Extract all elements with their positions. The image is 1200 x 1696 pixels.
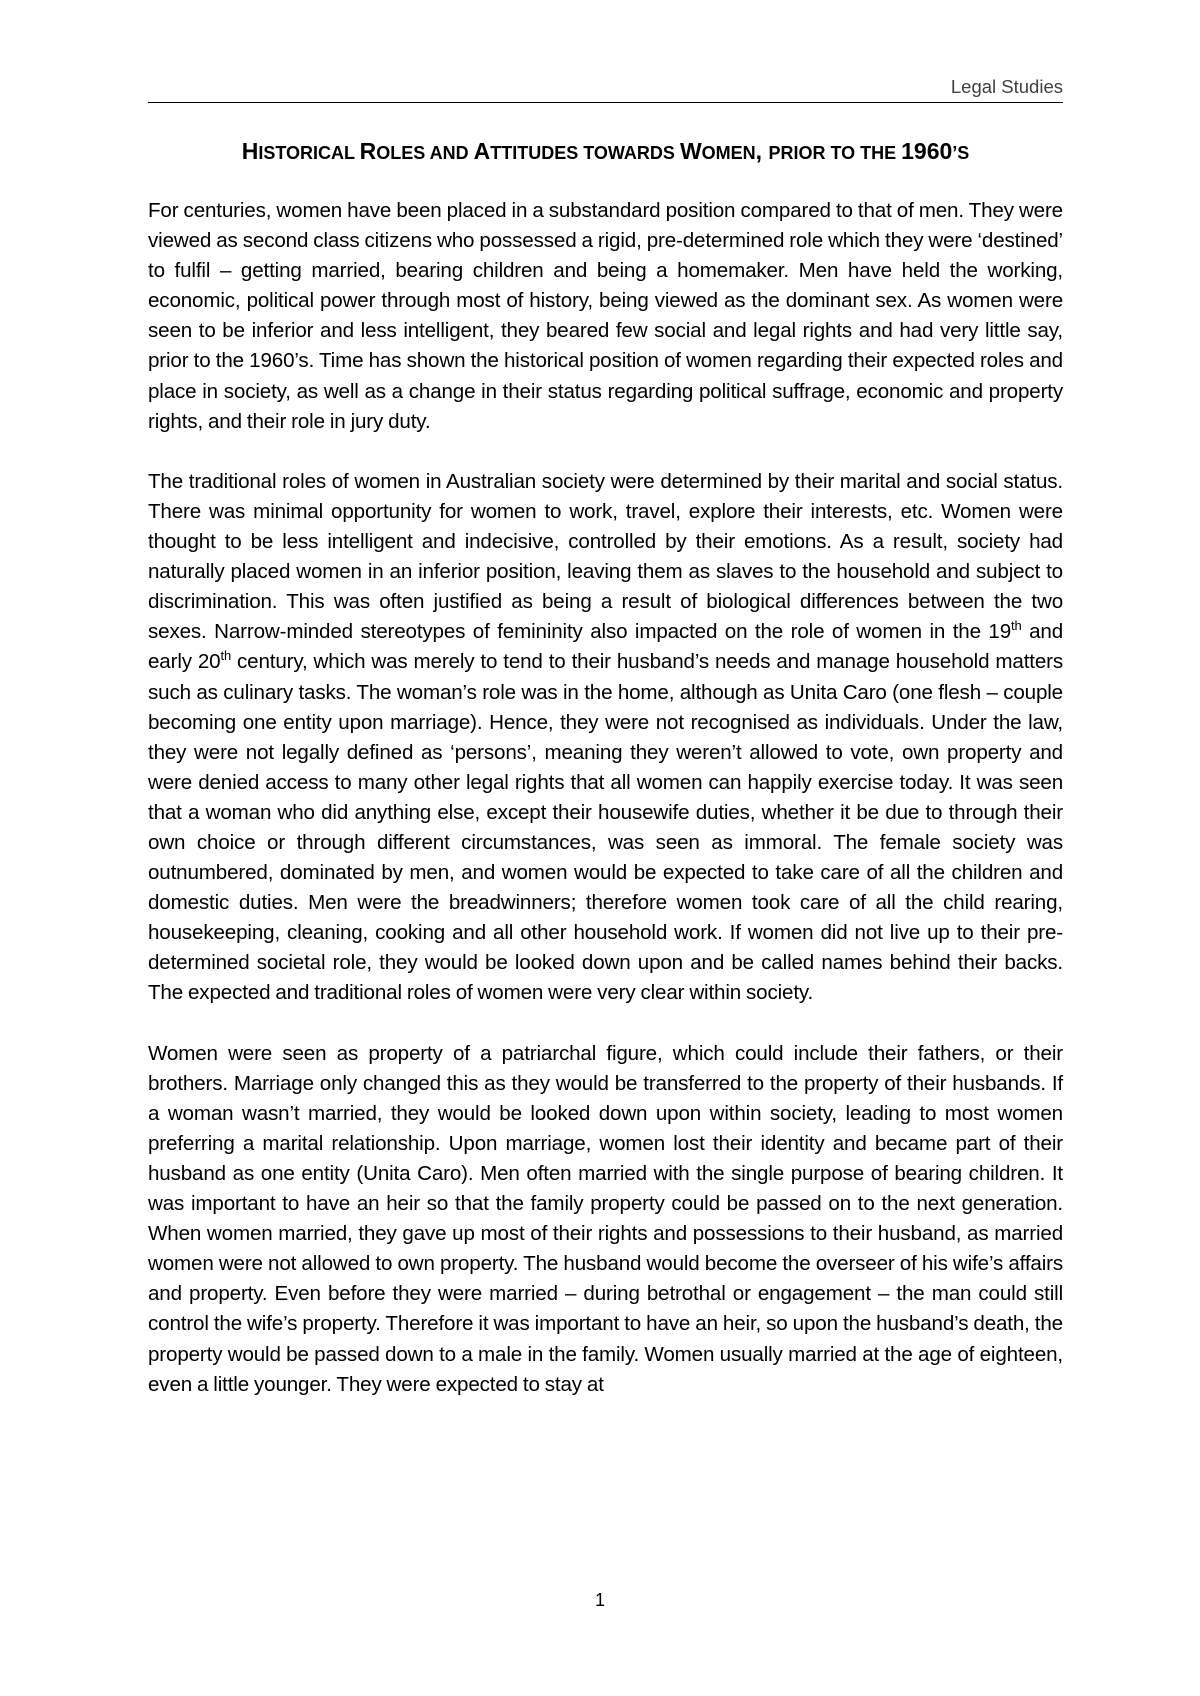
title-segment: ’S	[952, 143, 970, 163]
header-subject-label: Legal Studies	[950, 76, 1063, 97]
body-paragraph	[148, 467, 1063, 1009]
title-segment: R	[359, 138, 377, 164]
title-segment: OMEN	[701, 143, 756, 163]
ordinal-superscript: th	[220, 648, 232, 664]
document-title	[148, 138, 1063, 165]
title-segment: OLES AND	[376, 143, 474, 163]
ordinal-superscript: th	[1011, 618, 1022, 634]
paragraph-text: and early 20	[148, 620, 1063, 674]
page-header	[148, 74, 1063, 103]
title-segment: W	[679, 138, 702, 164]
document-body	[148, 196, 1063, 1430]
title-segment: H	[241, 138, 259, 164]
title-segment: PRIOR TO THE	[768, 143, 902, 163]
title-segment: 1960	[901, 138, 953, 164]
title-segment: ISTORICAL	[258, 143, 360, 163]
paragraph-text: century, which was merely to tend to their husband’s needs and manage household matters such as culinary tasks. The woman’s role was in the home, although as Unita Caro (one flesh – couple becoming one entity upon marriage). Hence, they were not recognised as individuals. Under the law, they were not legally defined as ‘persons’, meaning they weren’t allowed to vote, own property and were denied access to many other legal rights that all women can happily exercise today. It was seen that a woman who did anything else, except their housewife duties, whether it be due to through their own choice or through different circumstances, was seen as immoral. The female society was outnumbered, dominated by men, and women would be expected to take care of all the children and domestic duties. Men were the breadwinners; therefore women took care of all the child rearing, housekeeping, cleaning, cooking and all other household work. If women did not live up to their pre-determined societal role, they would be looked down upon and be called names behind their backs. The expected and traditional roles of women were very clear within society.	[148, 650, 1064, 1005]
paragraph-text: Women were seen as property of a patriarchal figure, which could include their fathers, or their brothers. Marriage only changed this as they would be transferred to the property of their husbands. If a woman wasn’t married, they would be looked down upon within society, leading to most women preferring a marital relationship. Upon marriage, women lost their identity and became part of their husband as one entity (Unita Caro). Men often married with the single purpose of bearing children. It was important to have an heir so that the family property could be passed on to the next generation. When women married, they gave up most of their rights and possessions to their husband, as married women were not allowed to own property. The husband would become the overseer of his wife’s affairs and property. Even before they were married – during betrothal or engagement – the man could still control the wife’s property. Therefore it was important to have an heir, so upon the husband’s death, the property would be passed down to a male in the family. Women usually married at the age of eighteen, even a little younger. They were expected to stay at	[148, 1041, 1063, 1396]
title-segment: A	[473, 138, 491, 164]
title-segment: ,	[755, 138, 769, 164]
paragraph-text: For centuries, women have been placed in a substandard position compared to that of men. They were viewed as second class citizens who possessed a rigid, pre-determined role which they were ‘destined’ to fulfil – getting married, bearing children and being a homemaker. Men have held the working, economic, political power through most of history, being viewed as the dominant sex. As women were seen to be inferior and less intelligent, they beared few social and legal rights and had very little say, prior to the 1960’s. Time has shown the historical position of women regarding their expected roles and place in society, as well as a change in their status regarding political suffrage, economic and property rights, and their role in jury duty.	[148, 199, 1063, 433]
body-paragraph	[148, 1039, 1063, 1400]
title-segment: TTITUDES TOWARDS	[490, 143, 680, 163]
body-paragraph	[148, 196, 1063, 437]
paragraph-text: The traditional roles of women in Australian society were determined by their marital and social status. There was minimal opportunity for women to work, travel, explore their interests, etc. Women were thought to be less intelligent and indecisive, controlled by their emotions. As a result, society had naturally placed women in an inferior position, leaving them as slaves to the household and subject to discrimination. This was often justified as being a result of biological differences between the two sexes. Narrow-minded stereotypes of femininity also impacted on the role of women in the 19	[148, 469, 1063, 644]
page-number: 1	[594, 1590, 605, 1610]
